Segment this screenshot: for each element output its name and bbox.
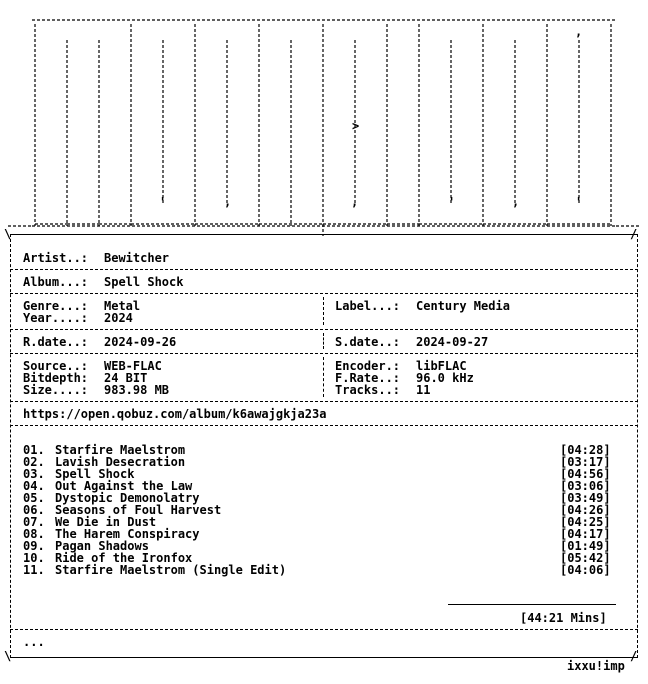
track-duration: [03:49] bbox=[560, 491, 611, 505]
track-duration: [04:26] bbox=[560, 503, 611, 517]
track-duration: [05:42] bbox=[560, 551, 611, 565]
svg-text:': ' bbox=[448, 195, 456, 209]
svg-text:,: , bbox=[575, 25, 583, 39]
svg-text:,: , bbox=[351, 195, 359, 209]
frame-rate-label: F.Rate..: bbox=[335, 371, 401, 385]
album-label: Album...: bbox=[23, 275, 89, 289]
track-number: 01. bbox=[23, 443, 45, 457]
year-label: Year....: bbox=[23, 311, 89, 325]
year-value: 2024 bbox=[104, 311, 133, 325]
artist-value: Bewitcher bbox=[104, 251, 170, 265]
track-number: 11. bbox=[23, 563, 45, 577]
track-number: 03. bbox=[23, 467, 45, 481]
svg-text:,: , bbox=[512, 195, 520, 209]
svg-text:>: > bbox=[352, 119, 360, 133]
track-duration: [03:17] bbox=[560, 455, 611, 469]
track-duration: [04:06] bbox=[560, 563, 611, 577]
frame-rate-value: 96.0 kHz bbox=[416, 371, 474, 385]
label-value: Century Media bbox=[416, 299, 510, 313]
svg-text:': ' bbox=[159, 195, 167, 209]
track-number: 06. bbox=[23, 503, 45, 517]
track-title: The Harem Conspiracy bbox=[55, 527, 200, 541]
store-date-label: S.date..: bbox=[335, 335, 401, 349]
separator bbox=[10, 353, 638, 354]
track-number: 08. bbox=[23, 527, 45, 541]
track-duration: [04:17] bbox=[560, 527, 611, 541]
tracks-count-label: Tracks..: bbox=[335, 383, 401, 397]
bitdepth-label: Bitdepth: bbox=[23, 371, 89, 385]
genre-value: Metal bbox=[104, 299, 141, 313]
genre-label: Genre...: bbox=[23, 299, 89, 313]
svg-text:,: , bbox=[224, 195, 232, 209]
artist-label: Artist..: bbox=[23, 251, 89, 265]
track-number: 04. bbox=[23, 479, 45, 493]
size-value: 983.98 MB bbox=[104, 383, 170, 397]
ascii-logo bbox=[8, 18, 640, 240]
track-title: Pagan Shadows bbox=[55, 539, 149, 553]
album-url-link[interactable]: https://open.qobuz.com/album/k6awajgkja23a bbox=[23, 407, 327, 421]
column-divider bbox=[323, 357, 324, 397]
separator bbox=[10, 329, 638, 330]
separator bbox=[10, 401, 638, 402]
column-divider bbox=[323, 297, 324, 325]
size-label: Size....: bbox=[23, 383, 89, 397]
frame-corner-br: / bbox=[630, 649, 638, 663]
column-divider bbox=[323, 333, 324, 349]
track-number: 10. bbox=[23, 551, 45, 565]
track-title: Ride of the Ironfox bbox=[55, 551, 193, 565]
track-title: Lavish Desecration bbox=[55, 455, 186, 469]
track-duration: [04:25] bbox=[560, 515, 611, 529]
track-duration: [04:56] bbox=[560, 467, 611, 481]
encoder-label: Encoder.: bbox=[335, 359, 401, 373]
total-duration: [44:21 Mins] bbox=[520, 611, 607, 625]
total-underline bbox=[448, 604, 616, 605]
label-label: Label...: bbox=[335, 299, 401, 313]
track-title: Dystopic Demonolatry bbox=[55, 491, 200, 505]
album-value: Spell Shock bbox=[104, 275, 184, 289]
track-title: Seasons of Foul Harvest bbox=[55, 503, 222, 517]
track-duration: [04:28] bbox=[560, 443, 611, 457]
track-number: 02. bbox=[23, 455, 45, 469]
track-title: Starfire Maelstrom (Single Edit) bbox=[55, 563, 287, 577]
bitdepth-value: 24 BIT bbox=[104, 371, 148, 385]
source-label: Source..: bbox=[23, 359, 89, 373]
separator bbox=[10, 293, 638, 294]
notes-text: ... bbox=[23, 635, 45, 649]
separator bbox=[10, 629, 638, 630]
track-title: Starfire Maelstrom bbox=[55, 443, 186, 457]
track-title: Out Against the Law bbox=[55, 479, 193, 493]
separator bbox=[10, 425, 638, 426]
store-date-value: 2024-09-27 bbox=[416, 335, 489, 349]
track-number: 07. bbox=[23, 515, 45, 529]
track-duration: [01:49] bbox=[560, 539, 611, 553]
source-value: WEB-FLAC bbox=[104, 359, 162, 373]
frame-corner-tl: \ bbox=[4, 227, 12, 241]
svg-text:': ' bbox=[575, 195, 583, 209]
encoder-value: libFLAC bbox=[416, 359, 467, 373]
separator bbox=[10, 269, 638, 270]
signature: ixxu!imp bbox=[567, 659, 625, 673]
release-date-label: R.date..: bbox=[23, 335, 89, 349]
track-duration: [03:06] bbox=[560, 479, 611, 493]
track-number: 09. bbox=[23, 539, 45, 553]
track-title: Spell Shock bbox=[55, 467, 135, 481]
track-number: 05. bbox=[23, 491, 45, 505]
track-title: We Die in Dust bbox=[55, 515, 157, 529]
frame-corner-tr: / bbox=[630, 227, 638, 241]
tracks-count-value: 11 bbox=[416, 383, 431, 397]
frame-corner-bl: \ bbox=[4, 649, 12, 663]
release-date-value: 2024-09-26 bbox=[104, 335, 177, 349]
